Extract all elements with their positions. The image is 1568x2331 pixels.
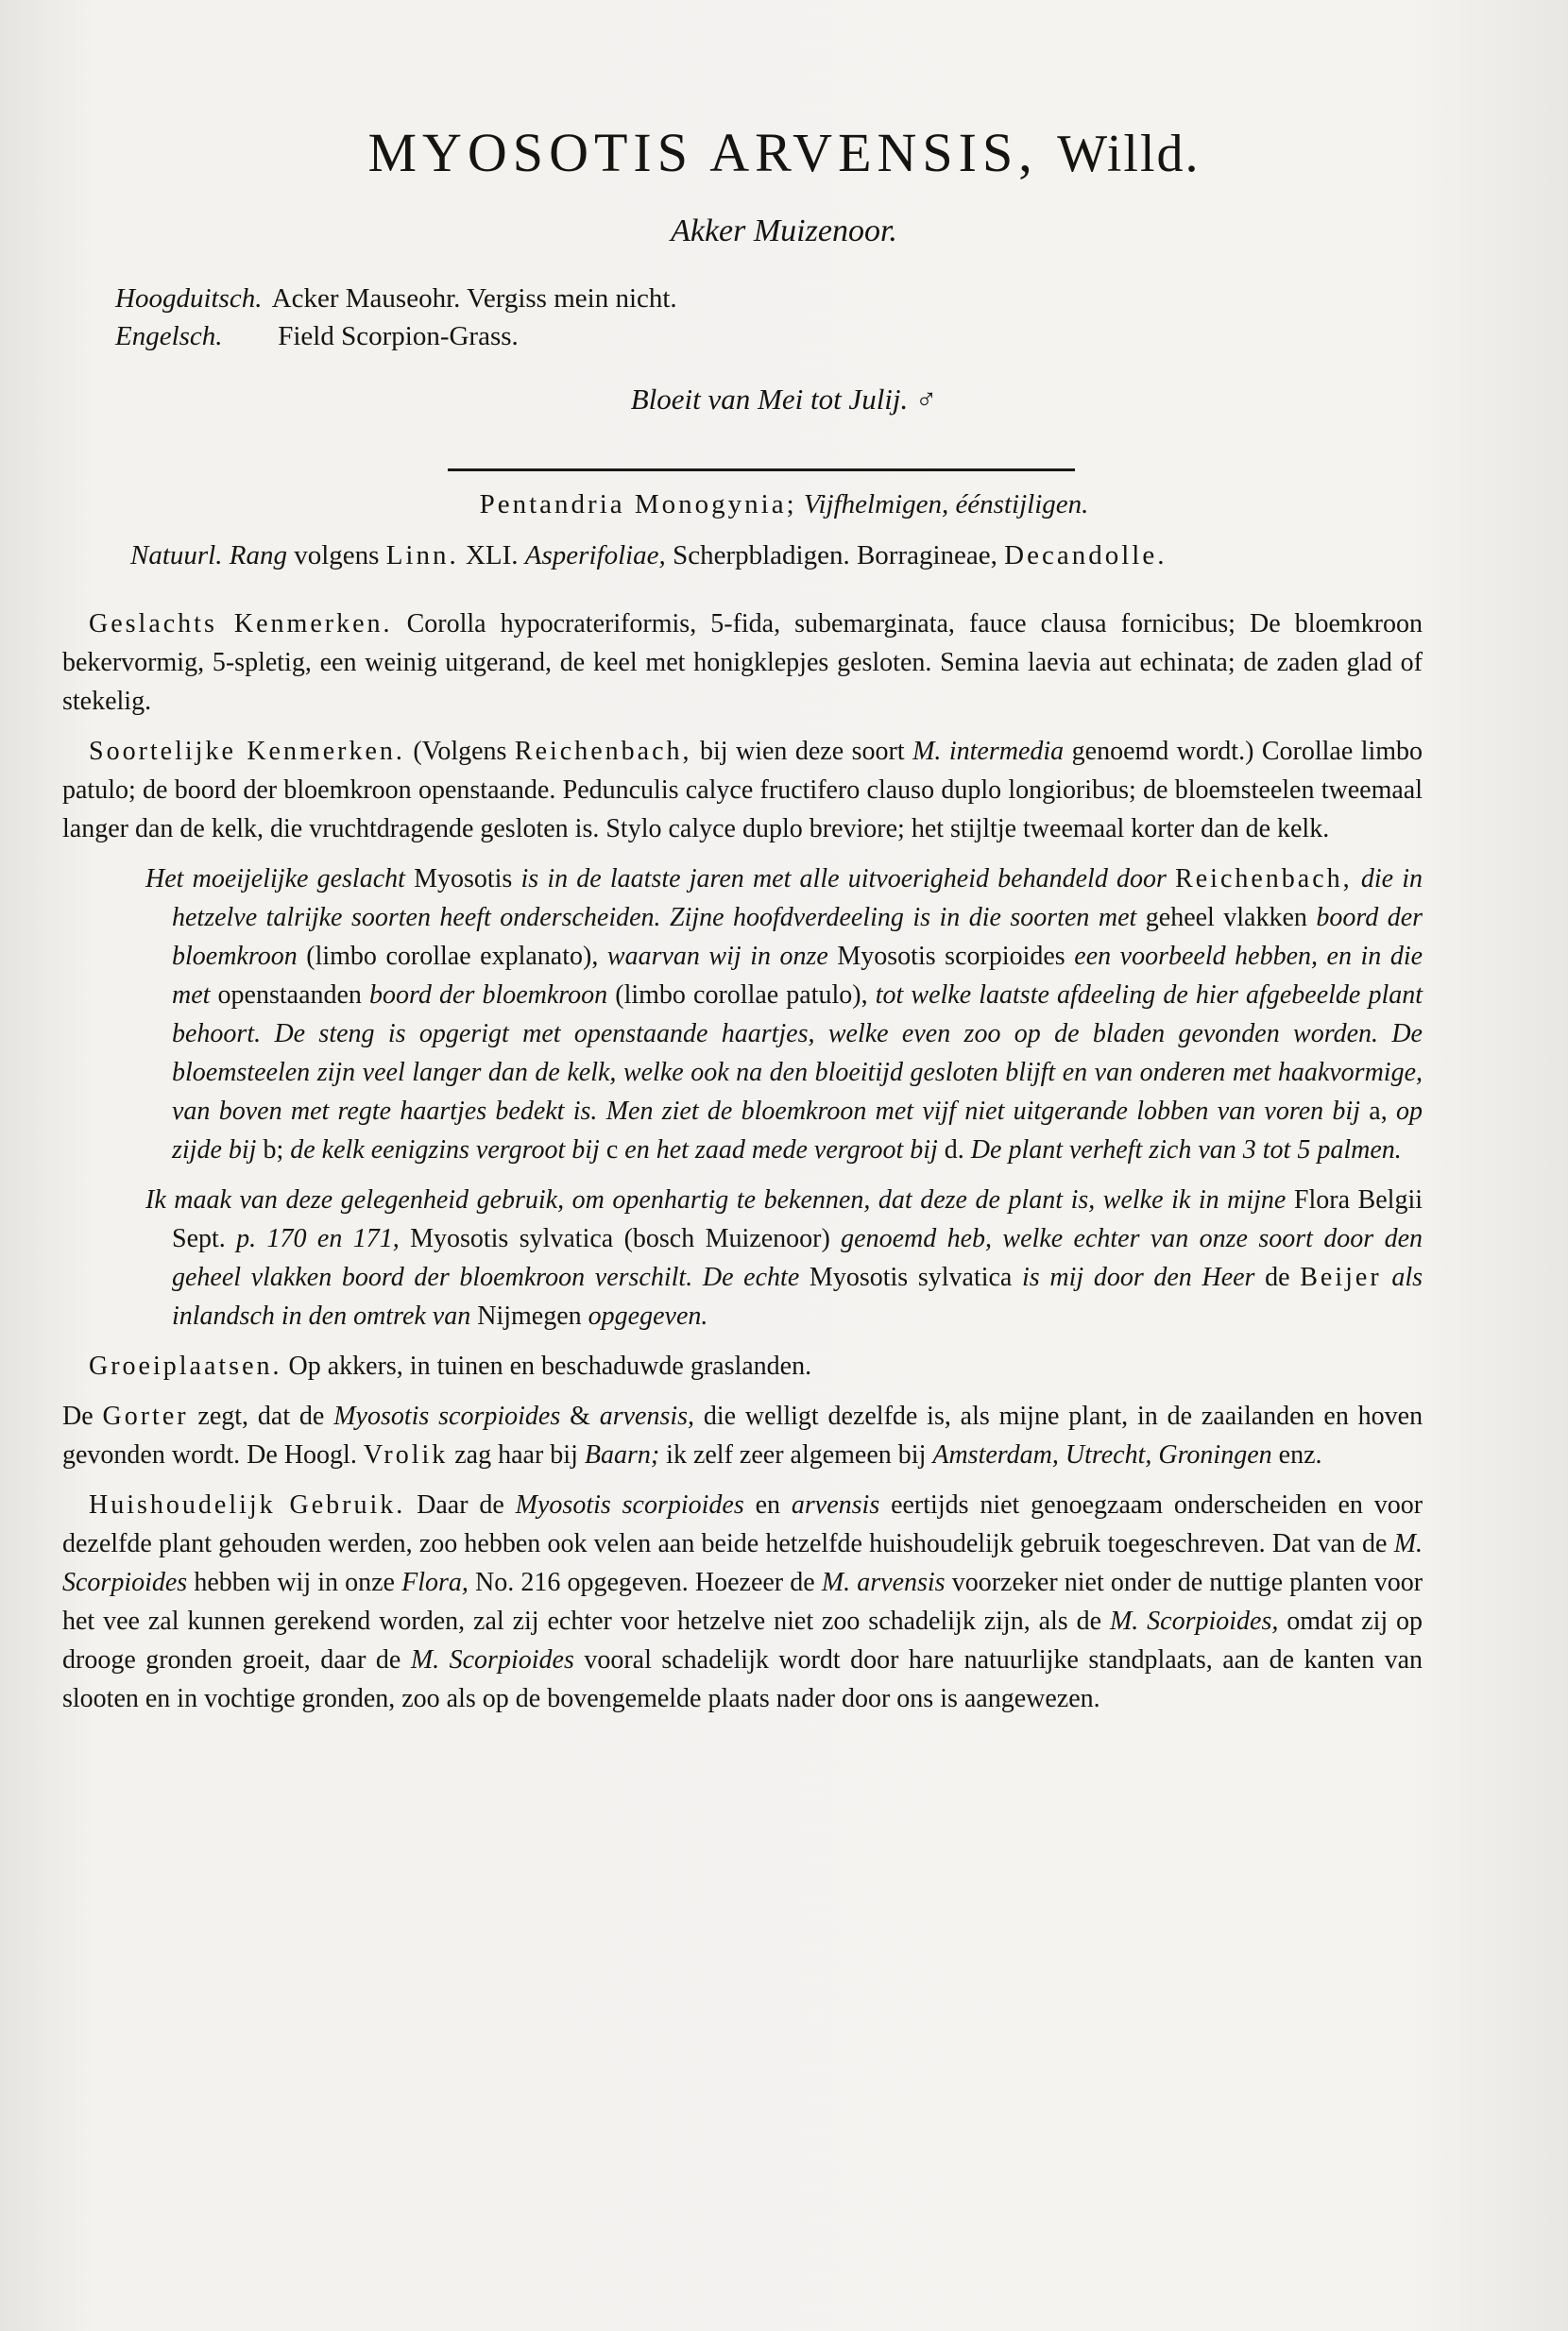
language-label: Hoogduitsch.: [115, 283, 263, 314]
species-name-inline: Myosotis sylvatica (bosch Muizenoor): [410, 1224, 830, 1253]
vernacular-german: [115, 280, 677, 317]
family-latin: Asperifoliae,: [524, 540, 666, 570]
place-name: Nijmegen: [477, 1302, 582, 1331]
text-span: tot welke laatste afdeeling de hier afgebeelde plant behoort. De steng is opgerigt met openstaande haartjes, welke even zoo op de bladen gevonden worden. De bloemsteelen zijn veel langer dan de kelk, welke ook na den bloeitijd gesloten blijft en van onderen met haakvormige, van boven met regte haartjes bedekt is. Men ziet de bloemkroon met vijf niet uitgerande lobben van voren bij: [172, 980, 1423, 1126]
species-name-inline: Myosotis scorpioides: [837, 942, 1065, 971]
text-span: De plant verheft zich van 3 tot 5 palmen.: [970, 1135, 1402, 1165]
text-span: boord der bloemkroon: [172, 903, 1423, 971]
species-author: Willd.: [1057, 125, 1201, 183]
figure-ref: d.: [944, 1135, 964, 1165]
place-names: Amsterdam, Utrecht, Groningen: [932, 1440, 1272, 1470]
text-span: zegt, dat de: [197, 1402, 325, 1431]
species-italic: M. intermedia: [912, 737, 1065, 766]
text-span: No. 216 opgegeven. Hoezeer de: [475, 1568, 815, 1597]
species-name: MYOSOTIS ARVENSIS,: [367, 122, 1038, 183]
text-span: opgegeven.: [588, 1302, 708, 1331]
text-span: genoemd heb, welke echter van onze soort door den geheel vlakken boord der bloemkroon verschilt. De echte: [172, 1224, 1423, 1292]
text-span: hebben wij in onze: [194, 1568, 395, 1597]
page-title: [0, 121, 1568, 184]
text-span: een voorbeeld hebben, en in die met: [172, 942, 1423, 1010]
author-linn: Linn.: [385, 540, 459, 570]
latin-gloss: (limbo corollae explanato),: [306, 942, 599, 971]
text-span: voorzeker niet onder de nuttige planten voor het vee zal kunnen gerekend worden, zal zij echter voor hetzelve niet zoo schadelijk zijn, als de: [62, 1568, 1423, 1636]
linnaean-class-dutch: Vijfhelmigen, éénstijligen.: [803, 489, 1089, 519]
linnaean-class: Pentandria Monogynia;: [479, 489, 797, 519]
section-text: Corolla hypocrateriformis, 5-fida, subemarginata, fauce clausa fornicibus; De bloemkroon bekervormig, 5-spletig, een weinig uitgerand, de keel met honigklepjes gesloten. Semina laevia aut echinata; de zaden glad of stekelig.: [62, 609, 1423, 716]
text-span: enz.: [1278, 1440, 1322, 1470]
species-italic: arvensis: [791, 1490, 880, 1520]
text-span: Ik maak van deze gelegenheid gebruik, om openhartig te bekennen, dat deze de plant is, welke ik in mijne: [145, 1185, 1287, 1215]
text-span: omdat zij op drooge gronden groeit, daar de: [62, 1607, 1423, 1675]
classification-line-1: [0, 489, 1568, 520]
vernacular-value: Field Scorpion-Grass.: [278, 321, 519, 351]
section-heading: Groeiplaatsen.: [89, 1352, 282, 1381]
species-italic: M. Scorpioides: [62, 1529, 1423, 1597]
section-heading: Soortelijke Kenmerken.: [89, 737, 405, 766]
section-heading: Huishoudelijk Gebruik.: [89, 1490, 406, 1520]
economic-use-section: [62, 1486, 1423, 1718]
species-italic: M. Scorpioides: [410, 1645, 574, 1675]
person-name: Gorter: [102, 1402, 189, 1431]
text-span: geheel vlakken: [1145, 903, 1307, 932]
genus-characters: [62, 604, 1423, 721]
figure-ref: a,: [1369, 1097, 1388, 1126]
habitat-paragraph-2: [62, 1397, 1423, 1474]
text-span: genoemd wordt.) Corollae limbo patulo; de boord der bloemkroon openstaande. Pedunculis calyce fructifero clauso duplo longioribus; de bloemsteelen tweemaal langer dan de kelk, die vruchtdragende gesloten is. Stylo calyce duplo breviore; het stijltje tweemaal korter dan de kelk.: [62, 737, 1423, 843]
note-paragraph-2: [62, 1181, 1423, 1336]
vernacular-names: [115, 280, 677, 355]
author-decandolle: Decandolle.: [1004, 540, 1167, 570]
person-name: Vrolik: [363, 1440, 449, 1470]
person-name: Reichenbach,: [1175, 864, 1353, 893]
page-ref: p. 170 en 171,: [236, 1224, 400, 1253]
text-span: de kelk eenigzins vergroot bij: [290, 1135, 600, 1165]
text-span: volgens: [294, 540, 380, 570]
genus-name: Myosotis: [414, 864, 513, 893]
species-italic: M. arvensis: [821, 1568, 946, 1597]
species-characters: [62, 732, 1423, 848]
species-italic: M. Scorpioides,: [1109, 1607, 1279, 1636]
text-span: eertijds niet genoegzaam onderscheiden en voor dezelfde plant gehouden werden, zoo hebben ook velen aan beide hetzelfde huishoudelijk gebruik toegeschreven. Dat van de: [62, 1490, 1423, 1558]
section-heading: Geslachts Kenmerken.: [89, 609, 393, 638]
text-span: die in hetzelve talrijke soorten heeft onderscheiden. Zijne hoofdverdeeling is in die soorten met: [172, 864, 1423, 932]
text-span: en het zaad mede vergroot bij: [624, 1135, 938, 1165]
text-span: is mij door den Heer: [1022, 1263, 1255, 1292]
rank-number: XLI.: [465, 540, 519, 570]
text-span: als inlandsch in den omtrek van: [172, 1263, 1423, 1331]
text-span: vooral schadelijk wordt door hare natuurlijke standplaats, aan de kanten van slooten en in vochtige gronden, zoo als op de bovengemelde plaats nader door ons is aangewezen.: [62, 1645, 1423, 1713]
species-italic: Myosotis scorpioides: [333, 1402, 561, 1431]
species-italic: arvensis,: [599, 1402, 695, 1431]
figure-ref: b;: [263, 1135, 284, 1165]
habitat-section: [62, 1347, 1423, 1386]
text-span: waarvan wij in onze: [606, 942, 828, 971]
figure-ref: c: [605, 1135, 619, 1165]
text-span: De: [62, 1402, 94, 1431]
text-span: boord der bloemkroon: [369, 980, 608, 1010]
person-name: Beijer: [1300, 1263, 1382, 1292]
latin-gloss: (limbo corollae patulo),: [615, 980, 868, 1010]
text-span: Het moeijelijke geslacht: [145, 864, 405, 893]
text-span: Daar de: [417, 1490, 504, 1520]
place-name: Baarn;: [584, 1440, 660, 1470]
species-name-inline: Myosotis sylvatica: [809, 1263, 1013, 1292]
classification-line-2: [130, 540, 1167, 571]
text-span: de: [1265, 1263, 1290, 1292]
divider-rule: [448, 468, 1075, 471]
book-title: Flora Belgii Sept.: [172, 1185, 1423, 1253]
text-span: bij wien deze soort: [699, 737, 905, 766]
text-span: die welligt dezelfde is, als mijne plant, in de zaailanden en hoven gevonden wordt. De Hoogl.: [62, 1402, 1423, 1470]
text-span: (Volgens: [413, 737, 507, 766]
text-span: openstaanden: [217, 980, 362, 1010]
body-text: [62, 604, 1423, 1729]
section-text: Op akkers, in tuinen en beschaduwde graslanden.: [288, 1352, 812, 1381]
text-span: zag haar bij: [454, 1440, 578, 1470]
vernacular-english: [115, 317, 677, 355]
natural-rank-label: Natuurl. Rang: [130, 540, 287, 570]
vernacular-value: Acker Mauseohr. Vergiss mein nicht.: [271, 283, 677, 314]
text-span: op zijde bij: [172, 1097, 1423, 1165]
text-span: en: [755, 1490, 781, 1520]
text-span: &: [570, 1402, 590, 1431]
book-title: Flora,: [401, 1568, 469, 1597]
family-dutch: Scherpbladigen. Borragineae,: [673, 540, 997, 570]
species-italic: Myosotis scorpioides: [515, 1490, 744, 1520]
text-span: is in de laatste jaren met alle uitvoerigheid behandeld door: [520, 864, 1167, 893]
note-paragraph-1: [62, 859, 1423, 1169]
dutch-common-name: Akker Muizenoor.: [671, 213, 897, 248]
person-name: Reichenbach,: [514, 737, 692, 766]
bloom-period: Bloeit van Mei tot Julij. ♂: [630, 383, 938, 416]
language-label: Engelsch.: [115, 321, 223, 351]
text-span: ik zelf zeer algemeen bij: [666, 1440, 927, 1470]
